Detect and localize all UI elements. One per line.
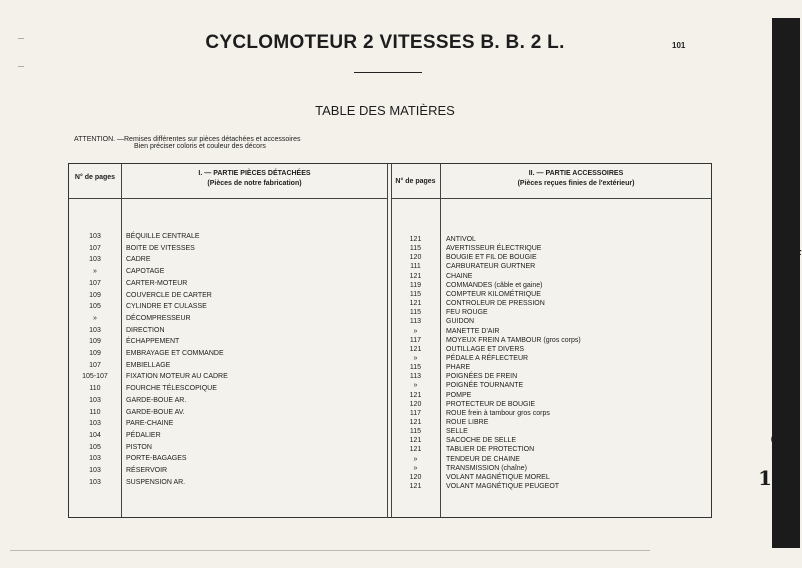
row-page-number: 109 (89, 291, 101, 299)
row-item-name: SELLE (446, 428, 468, 436)
row-item-name: GARDE-BOUE AV. (126, 408, 185, 416)
row-page-number: 117 (409, 409, 422, 417)
section-tab-3[interactable]: 3 (776, 200, 790, 224)
row-item-name: POMPE (446, 391, 472, 399)
row-page-number: 121 (409, 236, 422, 243)
row-item-name: MOYEUX FREIN A TAMBOUR (gros corps) (446, 336, 581, 344)
section-tab-5[interactable]: 5 (780, 273, 794, 297)
row-page-number: 120 (409, 254, 422, 262)
attention-line-1: Remises différentes sur pièces détachées et accessoires (124, 136, 301, 143)
row-item-name: COMMANDES (câble et gaine) (446, 281, 543, 289)
section-tab-7[interactable]: 7 (774, 352, 788, 376)
section-tabs (758, 0, 800, 568)
header-rule (69, 198, 121, 199)
row-item-name: PÉDALE A RÉFLECTEUR (446, 354, 529, 362)
title-rule (354, 72, 422, 73)
section-tab-6[interactable]: 6 (776, 313, 790, 337)
row-page-number: » (93, 314, 97, 322)
row-page-number: » (413, 354, 418, 362)
row-page-number: 103 (89, 420, 101, 428)
row-item-name: AVERTISSEUR ÉLECTRIQUE (446, 245, 542, 253)
row-item-name: CADRE (126, 256, 151, 264)
row-item-name: ANTIVOL (446, 236, 476, 243)
row-page-number: 121 (409, 272, 422, 280)
row-item-name: CARTER-MOTEUR (126, 279, 188, 287)
section-tab-4[interactable]: 4 (788, 236, 802, 260)
attention-label: ATTENTION. — (74, 136, 125, 143)
row-item-name: RÉSERVOIR (126, 467, 168, 474)
row-item-name: VOLANT MAGNÉTIQUE MOREL (446, 473, 550, 481)
row-item-name: PARE-CHAINE (126, 420, 174, 428)
row-page-number: 115 (409, 364, 422, 372)
row-page-number: 121 (409, 300, 422, 308)
row-item-name: PHARE (446, 364, 471, 372)
row-page-number: 121 (409, 391, 422, 399)
row-item-name: FIXATION MOTEUR AU CADRE (126, 373, 228, 381)
row-page-number: 120 (409, 400, 422, 408)
row-page-number: 103 (89, 233, 101, 240)
margin-mark: — (18, 64, 24, 70)
right-section-heading: II. — PARTIE ACCESSOIRES (528, 170, 624, 177)
row-item-name: GARDE-BOUE AR. (126, 396, 187, 404)
row-page-number: 107 (89, 279, 101, 287)
row-item-name: EMBRAYAGE ET COMMANDE (126, 350, 224, 357)
row-item-name: CHAINE (446, 272, 473, 280)
row-page-number: 113 (409, 373, 422, 381)
contents-table (68, 163, 712, 518)
row-page-number: 120 (409, 473, 422, 481)
row-item-name: FEU ROUGE (446, 309, 488, 317)
row-item-name: MANETTE D'AIR (446, 327, 500, 335)
section-tab-10[interactable]: 10 (758, 466, 786, 490)
left-pages-header: N° de pages (74, 174, 116, 181)
row-page-number: 110 (89, 408, 101, 416)
row-page-number: 121 (409, 419, 422, 426)
row-item-name: BOITE DE VITESSES (126, 244, 195, 252)
row-item-name: BOUGIE ET FIL DE BOUGIE (446, 254, 537, 262)
row-item-name: DIRECTION (126, 326, 165, 334)
row-item-name: COMPTEUR KILOMÉTRIQUE (446, 290, 541, 298)
row-page-number: 103 (89, 326, 101, 334)
row-page-number: 115 (409, 309, 422, 317)
row-page-number: 103 (89, 455, 101, 463)
row-page-number: 105-107 (82, 373, 108, 381)
row-page-number: 103 (89, 396, 101, 404)
left-section-subheading: (Pièces de notre fabrication) (207, 180, 302, 187)
row-item-name: SUSPENSION AR. (126, 478, 186, 486)
row-item-name: FOURCHE TÉLESCOPIQUE (126, 385, 217, 393)
row-page-number: 107 (89, 361, 101, 369)
left-section-heading: I. — PARTIE PIÈCES DÉTACHÉES (198, 170, 311, 177)
row-page-number: 115 (409, 428, 422, 436)
row-item-name: DÉCOMPRESSEUR (126, 314, 191, 322)
row-page-number: 103 (89, 256, 101, 264)
row-item-name: BÉQUILLE CENTRALE (126, 233, 200, 240)
row-item-name: ROUE LIBRE (446, 419, 489, 426)
row-item-name: PROTECTEUR DE BOUGIE (446, 400, 536, 408)
bottom-rule (10, 550, 650, 551)
section-tab-8[interactable]: 8 (776, 387, 790, 411)
row-item-name: PISTON (126, 443, 152, 451)
row-page-number: » (413, 464, 418, 472)
row-item-name: GUIDON (446, 318, 474, 326)
section-tab-9[interactable]: 9 (770, 430, 784, 454)
row-page-number: » (413, 382, 418, 390)
row-page-number: 103 (89, 467, 101, 474)
row-page-number: 105 (89, 303, 101, 311)
row-page-number: 104 (89, 431, 101, 439)
row-page-number: 105 (89, 443, 101, 451)
page-number: 101 (672, 41, 686, 50)
row-item-name: CONTROLEUR DE PRESSION (446, 300, 545, 308)
right-pages-header: N° de pages (395, 178, 436, 185)
margin-mark: — (18, 36, 24, 42)
row-page-number: 109 (89, 338, 101, 346)
row-page-number: 121 (409, 483, 422, 491)
row-page-number: 119 (409, 281, 422, 289)
row-page-number: 115 (409, 290, 422, 298)
row-item-name: TENDEUR DE CHAINE (446, 455, 520, 463)
column-divider (121, 164, 122, 517)
row-page-number: » (93, 268, 97, 276)
row-item-name: PÉDALIER (126, 431, 161, 439)
row-item-name: CYLINDRE ET CULASSE (126, 303, 207, 311)
row-item-name: SACOCHE DE SELLE (446, 437, 517, 445)
row-page-number: 109 (89, 350, 101, 357)
row-item-name: TABLIER DE PROTECTION (446, 446, 535, 454)
row-page-number: 121 (409, 345, 422, 353)
row-item-name: CAPOTAGE (126, 268, 165, 276)
row-item-name: COUVERCLE DE CARTER (126, 291, 212, 299)
row-page-number: 121 (409, 446, 422, 454)
row-page-number: 110 (89, 385, 101, 393)
row-page-number: » (413, 455, 418, 463)
row-item-name: POIGNÉE TOURNANTE (446, 382, 524, 390)
header-rule (391, 198, 440, 199)
row-page-number: 115 (409, 245, 422, 253)
section-subtitle: TABLE DES MATIÈRES (315, 103, 455, 118)
row-item-name: TRANSMISSION (chaîne) (446, 464, 527, 472)
row-item-name: VOLANT MAGNÉTIQUE PEUGEOT (446, 483, 560, 491)
document-title: CYCLOMOTEUR 2 VITESSES B. B. 2 L. (205, 32, 565, 53)
row-page-number: 103 (89, 478, 101, 486)
header-rule (441, 198, 711, 199)
right-section-subheading: (Pièces reçues finies de l'extérieur) (517, 180, 635, 187)
attention-line-2: Bien préciser coloris et couleur des décors (134, 143, 266, 150)
row-page-number: 117 (409, 336, 422, 344)
row-item-name: POIGNÉES DE FREIN (446, 373, 518, 381)
row-item-name: PORTE-BAGAGES (126, 455, 187, 463)
row-page-number: 113 (409, 318, 422, 326)
row-item-name: EMBIELLAGE (126, 361, 171, 369)
row-page-number: » (413, 327, 418, 335)
row-item-name: CARBURATEUR GURTNER (446, 263, 536, 271)
column-divider (440, 164, 441, 517)
header-rule (122, 198, 387, 199)
row-item-name: OUTILLAGE ET DIVERS (446, 345, 525, 353)
row-item-name: ROUE frein à tambour gros corps (446, 409, 550, 417)
row-item-name: ÉCHAPPEMENT (126, 338, 180, 346)
row-page-number: 111 (410, 263, 421, 271)
row-page-number: 107 (89, 244, 101, 252)
row-page-number: 121 (409, 437, 422, 445)
